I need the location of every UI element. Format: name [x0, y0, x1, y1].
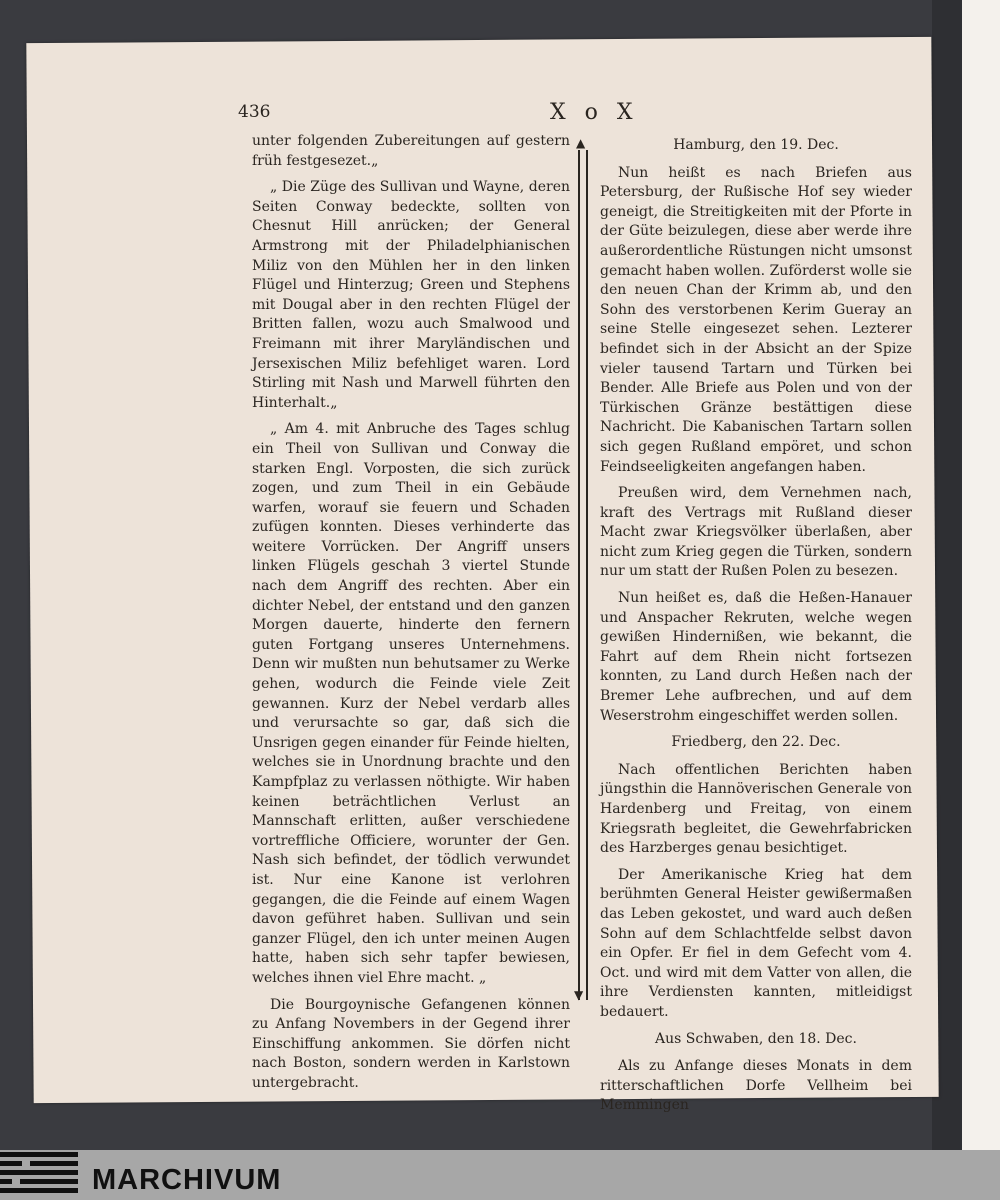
- paragraph: Nach offentlichen Berichten haben jüngsthin die Hannöverischen Generale von Hardenberg und Freitag, von einem Kriegsrath begleitet, die Gewehrfabricken des Harzberges genau besichtiget.: [600, 761, 912, 857]
- page-number: 436: [238, 102, 271, 122]
- paragraph: Die Bourgoynische Gefangenen können zu Anfang Novembers in der Gegend ihrer Einschiffung ankommen. Sie dörfen nicht nach Boston, sondern werden in Karlstown untergebracht.: [252, 996, 570, 1091]
- paragraph: Als zu Anfange dieses Monats in dem ritterschaftlichen Dorfe Vellheim bei Memmingen: [600, 1058, 912, 1114]
- archive-footer-bar: [0, 1150, 1000, 1200]
- dateline-friedberg: Friedberg, den 22. Dec.: [671, 734, 841, 751]
- archive-logo-text: MARCHIVUM: [92, 1164, 282, 1196]
- header-ornament: X o X: [550, 100, 639, 125]
- column-rule-bottom-mark: ▼: [574, 988, 584, 1002]
- paragraph: Preußen wird, dem Vernehmen nach, kraft des Vertrags mit Rußland dieser Macht zwar Kriegsvölker überlaßen, aber nicht zum Krieg gegen die Türken, sondern nur um statt der Rußen Polen zu besezen.: [600, 485, 912, 580]
- facing-page-sheet: [962, 0, 1000, 1150]
- facing-page-edge: [932, 0, 1000, 1150]
- left-column: [252, 132, 570, 1101]
- paragraph: unter folgenden Zubereitungen auf gestern früh festgesezet.„: [252, 133, 570, 169]
- column-divider: [578, 150, 588, 1000]
- marchivum-logo-icon: [0, 1152, 78, 1198]
- dateline-hamburg: Hamburg, den 19. Dec.: [673, 137, 839, 153]
- paragraph: Nun heißet es, daß die Heßen-Hanauer und Anspacher Rekruten, welche wegen gewißen Hindernißen, wie bekannt, die Fahrt auf dem Rhein nicht fortsezen konnten, zu Land durch Heßen nach der Bremer Lehe aufbrechen, und auf dem Weserstrohm eingeschiffet werden sollen.: [600, 590, 912, 724]
- paragraph: „ Am 4. mit Anbruche des Tages schlug ein Theil von Sullivan und Conway die starken Engl. Vorposten, die sich zurück zogen, und zum Theil in ein Gebäude warfen, worauf sie feuern und Schaden zufügen konnten. Dieses verhinderte das weitere Vorrücken. Der Angriff unsers linken Flügels geschah 3 viertel Stunde nach dem Angriff des rechten. Aber ein dichter Nebel, der entstand und den ganzen Morgen dauerte, hinderte den fernern guten Fortgang unseres Unternehmens. Denn wir mußten nun behutsamer zu Werke gehen, wodurch die Feinde viele Zeit gewannen. Kurz der Nebel verdarb alles und verursachte so gar, daß sich die Unsrigen gegen einander für Feinde hielten, welches sie in Unordnung brachte und den Kampfplaz zu verlassen nöthigte. Wir haben keinen beträchtlichen Verlust an Mannschaft erlitten, außer verschiedene vortreffliche Officiere, worunter der Gen. Nash sich befindet, der tödlich verwundet ist. Nur eine Kanone ist verlohren gegangen, die die Feinde auf einem Wagen davon geführet haben. Sullivan und sein ganzer Flügel, den ich unter meinen Augen hatte, haben sich sehr tapfer bewiesen, welches ihnen viel Ehre macht. „: [252, 421, 570, 986]
- paragraph: Der Amerikanische Krieg hat dem berühmten General Heister gewißermaßen das Leben gekostet, und ward auch deßen Sohn auf dem Schlachtfelde selbst davon ein Opfer. Er fiel in dem Gefecht vom 4. Oct. und wird mit dem Vatter von allen, die ihre Verdiensten kannten, mitleidigst bedauert.: [600, 866, 912, 1020]
- paragraph: Nun heißt es nach Briefen aus Petersburg, der Rußische Hof sey wieder geneigt, die Streitigkeiten mit der Pforte in der Güte beizulegen, diese aber werde ihre außerordentliche Rüstungen nicht umsonst gemacht haben wollen. Zuförderst wolle sie den neuen Chan der Krimm ab, und den Sohn des verstorbenen Kerim Gueray an seine Stelle eingesezet sehen. Lezterer befindet sich in der Absicht an der Spize vieler tausend Tartarn und Türken bei Bender. Alle Briefe aus Polen und von der Türkischen Gränze bestättigen diese Nachricht. Die Kabanischen Tartarn sollen sich gegen Rußland empöret, und schon Feindseeligkeiten angefangen haben.: [600, 164, 912, 475]
- dateline-schwaben: Aus Schwaben, den 18. Dec.: [655, 1030, 857, 1047]
- right-column: [600, 132, 912, 1123]
- paragraph: „ Die Züge des Sullivan und Wayne, deren Seiten Conway bedeckte, sollten von Chesnut Hill anrücken; der General Armstrong mit der Philadelphianischen Miliz von den Mühlen her in den linken Flügel und Hinterzug; Green und Stephens mit Dougal aber in den rechten Flügel der Britten fallen, wozu auch Smalwood und Freimann mit ihrer Maryländischen und Jersexischen Miliz befehliget waren. Lord Stirling mit Nash und Marwell führten den Hinterhalt.„: [252, 179, 570, 411]
- column-rule-top-mark: ▲: [576, 136, 586, 150]
